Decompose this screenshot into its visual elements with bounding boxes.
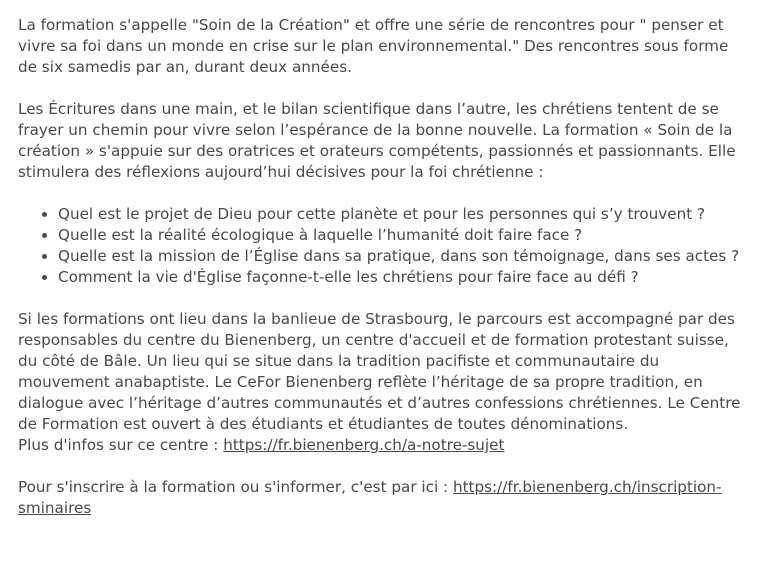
questions-list (18, 204, 746, 288)
lieu-paragraph (18, 309, 746, 456)
inscription-label: Pour s'inscrire à la formation ou s'informer, c'est par ici : (18, 478, 453, 496)
inscription-paragraph (18, 477, 746, 519)
list-item: • Quel est le projet de Dieu pour cette planète et pour les personnes qui s’y trouvent ? (58, 204, 746, 225)
list-item: • Quelle est la réalité écologique à laquelle l’humanité doit faire face ? (58, 225, 746, 246)
infos-link[interactable]: https://fr.bienenberg.ch/a-notre-sujet (223, 436, 505, 454)
inscription-link[interactable]: https://fr.bienenberg.ch/inscription-sminaires (18, 478, 722, 517)
infos-label: Plus d'infos sur ce centre : (18, 436, 224, 454)
lieu-text: Si les formations ont lieu dans la banlieue de Strasbourg, le parcours est accompagné par des responsables du centre du Bienenberg, un centre d'accueil et de formation protestant suisse, du côté de Bâle. Un lieu qui se situe dans la tradition pacifiste et communautaire du mouvement anabaptiste. Le CeFor Bienenberg reflète l’héritage de sa propre tradition, en dialogue avec l’héritage d’autres communautés et d’autres confessions chrétiennes. Le Centre de Formation est ouvert à des étudiants et étudiantes de toutes dénominations. (18, 310, 741, 433)
ecritures-paragraph: Les Écritures dans une main, et le bilan scientifique dans l’autre, les chrétiens tentent de se frayer un chemin pour vivre selon l’espérance de la bonne nouvelle. La formation « Soin de la création » s'appuie sur des oratrices et orateurs compétents, passionnés et passionnants. Elle stimulera des réflexions aujourd’hui décisives pour la foi chrétienne : (18, 100, 736, 181)
intro-paragraph: La formation s'appelle "Soin de la Création" et offre une série de rencontres pour " penser et vivre sa foi dans un monde en crise sur le plan environnemental." Des rencontres sous forme de six samedis par an, durant deux années. (18, 16, 729, 76)
list-item: • Quelle est la mission de l’Église dans sa pratique, dans son témoignage, dans ses actes ? (58, 246, 746, 267)
list-item: • Comment la vie d'Église façonne-t-elle les chrétiens pour faire face au défi ? (58, 267, 746, 288)
